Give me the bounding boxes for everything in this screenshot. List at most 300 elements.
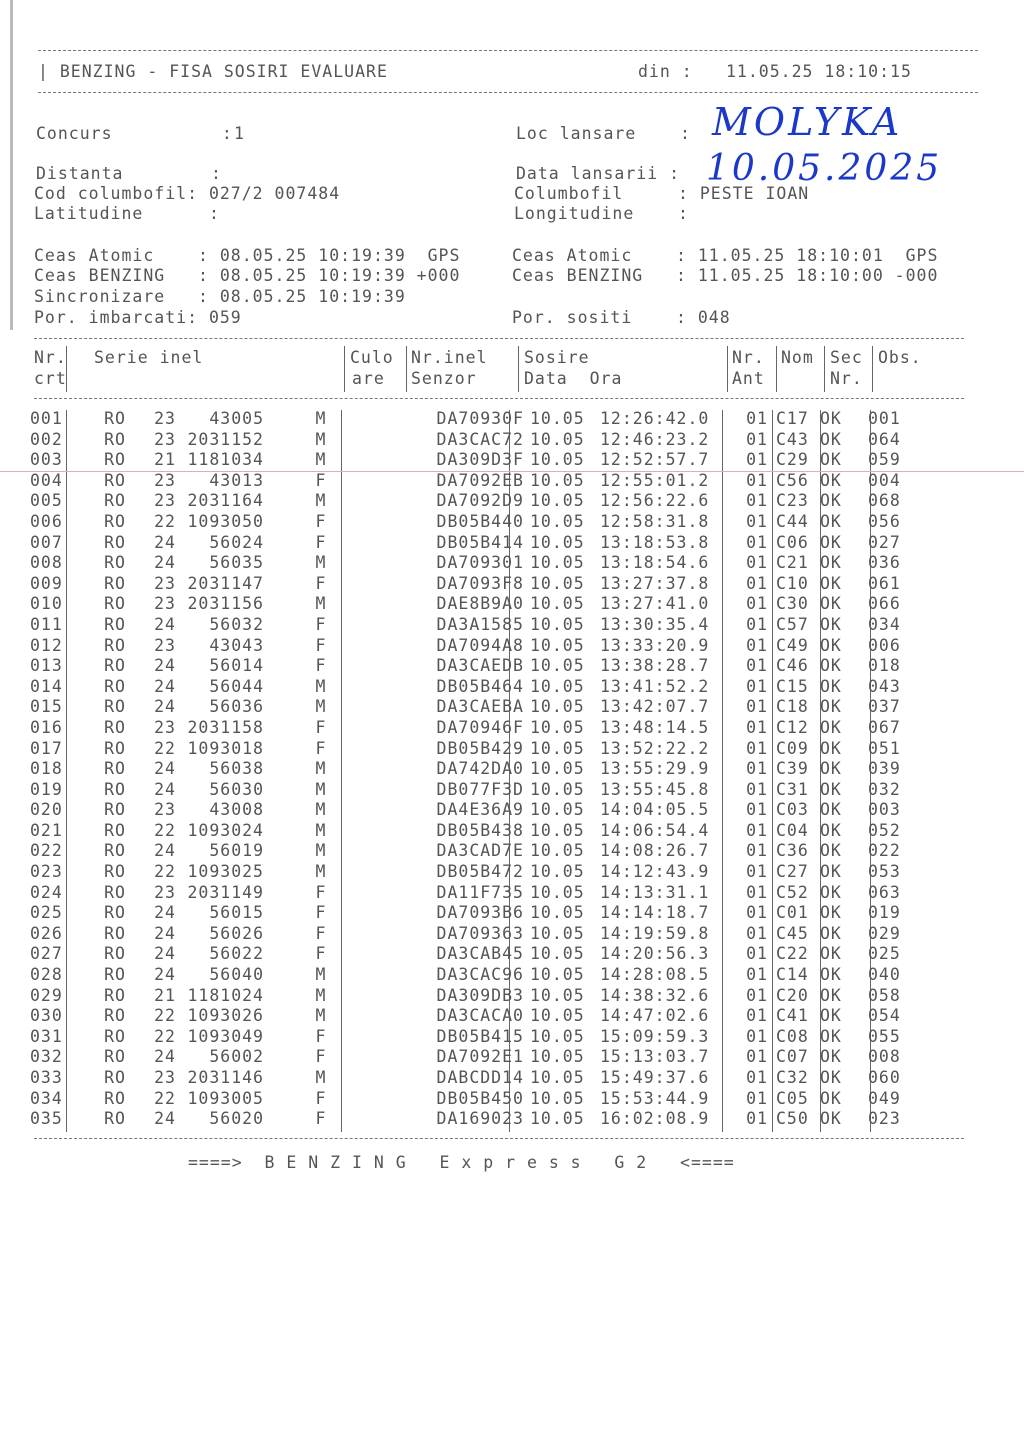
row-ant: 01 — [746, 635, 768, 655]
row-sex: F — [315, 614, 327, 634]
row-sensor: DA7092E1 — [436, 1047, 524, 1067]
row-color — [358, 1006, 414, 1027]
row-nom: C32 — [776, 1068, 809, 1087]
row-color — [358, 739, 414, 760]
row-sensor: DA309DB3 — [436, 985, 524, 1005]
row-ant: 01 — [746, 985, 768, 1005]
row-year: 23 — [154, 882, 176, 902]
row-ant: 01 — [746, 470, 768, 490]
row-time: 14:28:08.5 — [600, 965, 710, 985]
row-nom: C08 — [776, 1026, 809, 1046]
row-ring: 56032 — [209, 614, 264, 634]
row-nom: C56 — [776, 470, 809, 490]
row-ring: 1093026 — [187, 1006, 264, 1026]
row-ant: 01 — [746, 553, 768, 573]
row-sec: OK — [820, 1006, 842, 1026]
row-year: 24 — [154, 532, 176, 552]
row-sec: OK — [820, 573, 842, 593]
row-time: 12:26:42.0 — [600, 409, 710, 428]
row-ring: 43013 — [209, 470, 264, 490]
row-sex: F — [315, 717, 327, 737]
row-nr: 020 — [30, 800, 63, 820]
row-time: 13:33:20.9 — [600, 635, 710, 655]
divider — [406, 346, 407, 392]
divider — [344, 346, 345, 392]
arrivals-table — [30, 409, 912, 1130]
row-time: 15:49:37.6 — [600, 1068, 710, 1087]
row-ring: 1093018 — [187, 738, 264, 758]
header-top-rule — [38, 50, 978, 51]
row-nom: C20 — [776, 985, 809, 1005]
row-ant: 01 — [746, 491, 768, 511]
row-country: RO — [104, 676, 126, 696]
row-sec: OK — [820, 944, 842, 964]
row-nr: 005 — [30, 491, 63, 511]
table-row — [30, 1109, 912, 1130]
row-ant: 01 — [746, 882, 768, 902]
row-sec: OK — [820, 1088, 842, 1108]
row-time: 14:13:31.1 — [600, 882, 710, 902]
row-time: 12:58:31.8 — [600, 511, 710, 531]
col-sosire: Sosire — [524, 348, 590, 367]
row-date: 10.05 — [530, 759, 585, 779]
row-ant: 01 — [746, 779, 768, 799]
row-obs: 051 — [868, 738, 901, 758]
row-country: RO — [104, 450, 126, 470]
row-country: RO — [104, 491, 126, 511]
row-ant: 01 — [746, 1088, 768, 1108]
row-ring: 2031156 — [187, 594, 264, 614]
row-obs: 053 — [868, 862, 901, 882]
table-row — [30, 924, 912, 945]
row-country: RO — [104, 1047, 126, 1067]
row-obs: 032 — [868, 779, 901, 799]
row-nom: C14 — [776, 965, 809, 985]
row-nr: 011 — [30, 614, 63, 634]
table-row — [30, 1047, 912, 1068]
col-serie-inel: Serie inel — [94, 348, 204, 367]
row-color — [358, 656, 414, 677]
row-time: 15:53:44.9 — [600, 1088, 710, 1108]
row-country: RO — [104, 470, 126, 490]
row-color — [358, 862, 414, 883]
row-obs: 034 — [868, 614, 901, 634]
row-nom: C46 — [776, 656, 809, 676]
row-obs: 055 — [868, 1026, 901, 1046]
columbofil: Columbofil : PESTE IOAN — [514, 184, 810, 203]
row-obs: 056 — [868, 511, 901, 531]
row-sec: OK — [820, 923, 842, 943]
row-country: RO — [104, 923, 126, 943]
row-ring: 56020 — [209, 1109, 264, 1129]
row-sensor: DA742DA0 — [436, 759, 524, 779]
row-nom: C22 — [776, 944, 809, 964]
sincronizare: Sincronizare : 08.05.25 10:19:39 — [34, 287, 406, 306]
row-country: RO — [104, 553, 126, 573]
row-color — [358, 430, 414, 451]
row-obs: 061 — [868, 573, 901, 593]
row-sec: OK — [820, 800, 842, 820]
row-nom: C17 — [776, 409, 809, 428]
row-ring: 56044 — [209, 676, 264, 696]
table-row — [30, 615, 912, 636]
row-color — [358, 1109, 414, 1130]
row-ant: 01 — [746, 965, 768, 985]
table-row — [30, 903, 912, 924]
row-country: RO — [104, 717, 126, 737]
row-ring: 1093024 — [187, 820, 264, 840]
row-nr: 027 — [30, 944, 63, 964]
row-year: 23 — [154, 409, 176, 428]
row-obs: 049 — [868, 1088, 901, 1108]
table-row — [30, 780, 912, 801]
table-header-rule — [34, 398, 964, 399]
row-time: 14:04:05.5 — [600, 800, 710, 820]
row-country: RO — [104, 862, 126, 882]
row-nom: C49 — [776, 635, 809, 655]
row-ant: 01 — [746, 573, 768, 593]
row-sensor: DA3CACA0 — [436, 1006, 524, 1026]
row-nom: C15 — [776, 676, 809, 696]
row-date: 10.05 — [530, 923, 585, 943]
row-year: 22 — [154, 511, 176, 531]
row-ant: 01 — [746, 841, 768, 861]
row-country: RO — [104, 409, 126, 428]
row-color — [358, 409, 414, 430]
row-color — [358, 821, 414, 842]
row-date: 10.05 — [530, 409, 585, 428]
ceas-atomic-end: Ceas Atomic : 11.05.25 18:10:01 GPS — [512, 246, 939, 265]
row-sec: OK — [820, 429, 842, 449]
row-sensor: DB05B440 — [436, 511, 524, 531]
divider — [872, 346, 873, 392]
row-date: 10.05 — [530, 532, 585, 552]
row-time: 12:52:57.7 — [600, 450, 710, 470]
row-sec: OK — [820, 697, 842, 717]
row-year: 22 — [154, 1006, 176, 1026]
row-date: 10.05 — [530, 862, 585, 882]
col-sec-nr: Nr. — [830, 369, 863, 388]
table-row — [30, 862, 912, 883]
row-obs: 043 — [868, 676, 901, 696]
row-year: 22 — [154, 820, 176, 840]
row-country: RO — [104, 779, 126, 799]
row-time: 13:27:41.0 — [600, 594, 710, 614]
row-time: 12:55:01.2 — [600, 470, 710, 490]
row-time: 16:02:08.9 — [600, 1109, 710, 1129]
row-date: 10.05 — [530, 985, 585, 1005]
footer-brand: ====> B E N Z I N G E x p r e s s G 2 <==== — [188, 1153, 735, 1172]
row-year: 24 — [154, 1047, 176, 1067]
row-color — [358, 944, 414, 965]
row-time: 15:09:59.3 — [600, 1026, 710, 1046]
row-sensor: DA3CAB45 — [436, 944, 524, 964]
row-obs: 054 — [868, 1006, 901, 1026]
row-obs: 003 — [868, 800, 901, 820]
row-ring: 56014 — [209, 656, 264, 676]
row-nr: 029 — [30, 985, 63, 1005]
row-sec: OK — [820, 656, 842, 676]
row-color — [358, 697, 414, 718]
row-sex: F — [315, 944, 327, 964]
row-year: 24 — [154, 923, 176, 943]
din-value: 11.05.25 18:10:15 — [726, 62, 912, 81]
row-country: RO — [104, 944, 126, 964]
row-sec: OK — [820, 820, 842, 840]
row-sex: M — [315, 800, 327, 820]
table-row — [30, 1068, 912, 1089]
row-sec: OK — [820, 965, 842, 985]
row-sensor: DA3CAC96 — [436, 965, 524, 985]
table-row — [30, 409, 912, 430]
row-obs: 029 — [868, 923, 901, 943]
table-row — [30, 533, 912, 554]
row-ring: 2031146 — [187, 1068, 264, 1087]
row-ant: 01 — [746, 1047, 768, 1067]
row-time: 12:56:22.6 — [600, 491, 710, 511]
row-sex: F — [315, 923, 327, 943]
row-sensor: DA3A1585 — [436, 614, 524, 634]
row-sensor: DA7093B6 — [436, 903, 524, 923]
col-sec: Sec — [830, 348, 863, 367]
row-sec: OK — [820, 532, 842, 552]
row-obs: 018 — [868, 656, 901, 676]
row-color — [358, 574, 414, 595]
por-sositi: Por. sositi : 048 — [512, 308, 731, 327]
divider — [518, 346, 519, 392]
row-sec: OK — [820, 1047, 842, 1067]
row-sec: OK — [820, 450, 842, 470]
row-country: RO — [104, 1109, 126, 1129]
row-obs: 006 — [868, 635, 901, 655]
divider — [776, 346, 777, 392]
row-obs: 001 — [868, 409, 901, 428]
row-date: 10.05 — [530, 717, 585, 737]
table-row — [30, 1027, 912, 1048]
row-ring: 56022 — [209, 944, 264, 964]
row-nr: 008 — [30, 553, 63, 573]
row-date: 10.05 — [530, 553, 585, 573]
row-color — [358, 780, 414, 801]
row-ring: 1093025 — [187, 862, 264, 882]
row-sex: M — [315, 965, 327, 985]
row-year: 24 — [154, 944, 176, 964]
row-nom: C41 — [776, 1006, 809, 1026]
row-obs: 067 — [868, 717, 901, 737]
row-obs: 066 — [868, 594, 901, 614]
row-date: 10.05 — [530, 635, 585, 655]
row-country: RO — [104, 429, 126, 449]
row-color — [358, 471, 414, 492]
row-year: 23 — [154, 429, 176, 449]
table-row — [30, 450, 912, 471]
row-sex: M — [315, 1006, 327, 1026]
row-year: 22 — [154, 738, 176, 758]
row-country: RO — [104, 800, 126, 820]
row-country: RO — [104, 1068, 126, 1087]
row-ring: 56030 — [209, 779, 264, 799]
row-country: RO — [104, 759, 126, 779]
divider — [727, 346, 728, 392]
row-year: 24 — [154, 676, 176, 696]
row-sex: M — [315, 409, 327, 428]
row-sec: OK — [820, 841, 842, 861]
row-ring: 43008 — [209, 800, 264, 820]
row-nom: C29 — [776, 450, 809, 470]
row-ant: 01 — [746, 614, 768, 634]
row-sensor: DA3CAD7E — [436, 841, 524, 861]
row-year: 24 — [154, 697, 176, 717]
row-year: 23 — [154, 470, 176, 490]
row-year: 23 — [154, 594, 176, 614]
row-time: 14:47:02.6 — [600, 1006, 710, 1026]
row-nr: 019 — [30, 779, 63, 799]
row-country: RO — [104, 882, 126, 902]
row-country: RO — [104, 1006, 126, 1026]
row-ant: 01 — [746, 717, 768, 737]
row-nr: 035 — [30, 1109, 63, 1129]
row-sec: OK — [820, 985, 842, 1005]
table-row — [30, 759, 912, 780]
row-sensor: DB05B414 — [436, 532, 524, 552]
row-time: 13:55:45.8 — [600, 779, 710, 799]
row-ant: 01 — [746, 409, 768, 428]
row-color — [358, 677, 414, 698]
row-nom: C45 — [776, 923, 809, 943]
row-date: 10.05 — [530, 1088, 585, 1108]
col-nom: Nom — [781, 348, 814, 367]
row-obs: 023 — [868, 1109, 901, 1129]
row-nr: 014 — [30, 676, 63, 696]
table-row — [30, 965, 912, 986]
row-time: 14:14:18.7 — [600, 903, 710, 923]
table-row — [30, 821, 912, 842]
row-sec: OK — [820, 511, 842, 531]
row-ring: 2031149 — [187, 882, 264, 902]
col-obs: Obs. — [878, 348, 922, 367]
row-obs: 008 — [868, 1047, 901, 1067]
row-obs: 027 — [868, 532, 901, 552]
row-time: 14:08:26.7 — [600, 841, 710, 861]
row-year: 24 — [154, 553, 176, 573]
row-color — [358, 450, 414, 471]
row-year: 24 — [154, 841, 176, 861]
distanta-label: Distanta : — [36, 164, 222, 183]
row-year: 24 — [154, 759, 176, 779]
row-obs: 039 — [868, 759, 901, 779]
row-time: 13:52:22.2 — [600, 738, 710, 758]
row-ant: 01 — [746, 738, 768, 758]
row-nr: 022 — [30, 841, 63, 861]
row-ant: 01 — [746, 450, 768, 470]
row-date: 10.05 — [530, 429, 585, 449]
row-sex: M — [315, 1068, 327, 1087]
row-ant: 01 — [746, 944, 768, 964]
row-sex: M — [315, 820, 327, 840]
row-date: 10.05 — [530, 614, 585, 634]
row-ring: 1181034 — [187, 450, 264, 470]
row-sex: F — [315, 882, 327, 902]
row-ring: 56035 — [209, 553, 264, 573]
row-nom: C06 — [776, 532, 809, 552]
row-sensor: DA7092EB — [436, 470, 524, 490]
row-sec: OK — [820, 614, 842, 634]
row-sec: OK — [820, 676, 842, 696]
row-obs: 019 — [868, 903, 901, 923]
row-country: RO — [104, 1026, 126, 1046]
table-row — [30, 636, 912, 657]
row-nom: C03 — [776, 800, 809, 820]
row-color — [358, 759, 414, 780]
row-ring: 56026 — [209, 923, 264, 943]
col-data-ora: Data Ora — [524, 369, 623, 388]
row-time: 14:06:54.4 — [600, 820, 710, 840]
row-time: 13:55:29.9 — [600, 759, 710, 779]
row-nr: 010 — [30, 594, 63, 614]
table-row — [30, 739, 912, 760]
row-ring: 56038 — [209, 759, 264, 779]
row-sensor: DA3CAC72 — [436, 429, 524, 449]
row-nom: C44 — [776, 511, 809, 531]
row-sex: M — [315, 491, 327, 511]
row-nr: 007 — [30, 532, 63, 552]
latitudine-label: Latitudine : — [34, 204, 220, 223]
row-sec: OK — [820, 903, 842, 923]
ceas-atomic-start: Ceas Atomic : 08.05.25 10:19:39 GPS — [34, 246, 461, 265]
row-nr: 018 — [30, 759, 63, 779]
row-sex: F — [315, 1109, 327, 1129]
row-date: 10.05 — [530, 944, 585, 964]
row-ant: 01 — [746, 656, 768, 676]
table-row — [30, 718, 912, 739]
report-title: | BENZING - FISA SOSIRI EVALUARE — [38, 62, 388, 81]
table-row — [30, 656, 912, 677]
row-sex: F — [315, 635, 327, 655]
row-obs: 064 — [868, 429, 901, 449]
row-color — [358, 965, 414, 986]
row-time: 13:48:14.5 — [600, 717, 710, 737]
row-time: 14:20:56.3 — [600, 944, 710, 964]
row-nr: 031 — [30, 1026, 63, 1046]
row-nr: 015 — [30, 697, 63, 717]
row-nr: 021 — [30, 820, 63, 840]
row-sensor: DA169023 — [436, 1109, 524, 1129]
ceas-benzing-start: Ceas BENZING : 08.05.25 10:19:39 +000 — [34, 266, 461, 285]
row-nom: C23 — [776, 491, 809, 511]
data-lansarii-handwritten: 10.05.2025 — [706, 148, 943, 189]
row-date: 10.05 — [530, 965, 585, 985]
row-date: 10.05 — [530, 594, 585, 614]
table-row — [30, 697, 912, 718]
row-year: 21 — [154, 450, 176, 470]
row-ant: 01 — [746, 697, 768, 717]
row-sec: OK — [820, 1026, 842, 1046]
row-ring: 56002 — [209, 1047, 264, 1067]
row-sec: OK — [820, 1068, 842, 1087]
table-row — [30, 553, 912, 574]
loc-lansare-label: Loc lansare : — [516, 124, 691, 143]
table-row — [30, 841, 912, 862]
row-ant: 01 — [746, 1026, 768, 1046]
row-year: 23 — [154, 635, 176, 655]
row-date: 10.05 — [530, 1109, 585, 1129]
row-sex: F — [315, 903, 327, 923]
row-sex: M — [315, 676, 327, 696]
row-ant: 01 — [746, 923, 768, 943]
divider — [66, 346, 67, 392]
table-row — [30, 430, 912, 451]
row-ring: 56015 — [209, 903, 264, 923]
